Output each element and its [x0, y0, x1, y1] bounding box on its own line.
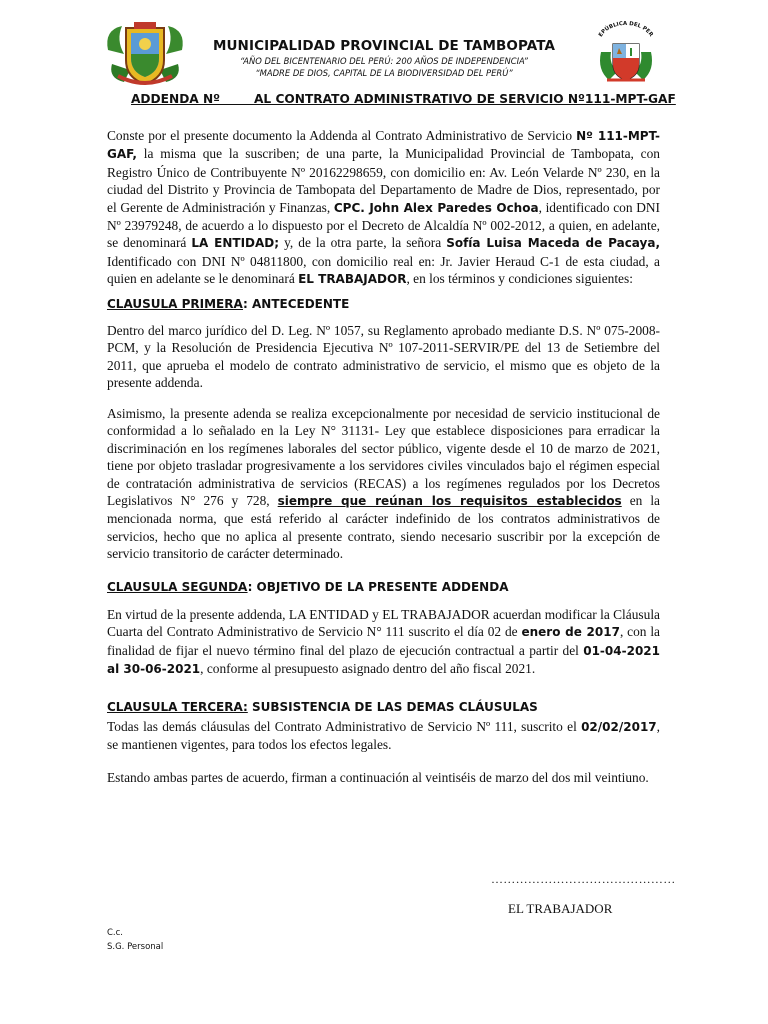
document-heading: ADDENDA Nº AL CONTRATO ADMINISTRATIVO DE SERVICIO Nº111-MPT-GAF — [131, 92, 676, 106]
seal-text: EPÚBLICA DEL PER — [597, 20, 654, 39]
copy-recipient: S.G. Personal — [107, 942, 164, 952]
clause-two-title: CLAUSULA SEGUNDA: OBJETIVO DE LA PRESENTE ADDENDA — [107, 580, 509, 594]
copy-label: C.c. — [107, 928, 124, 938]
signature-label: EL TRABAJADOR — [508, 901, 613, 916]
intro-paragraph: Conste por el presente documento la Addenda al Contrato Administrativo de Servicio Nº 111-MPT-GAF, la misma que la suscriben; de una parte, la Municipalidad Provincial de Tambopata, con Registro Único de Contribuyente Nº 20162298659, con domicilio en: Av. León Velarde Nº 230, en la ciudad del Distrito y Provincia de Tambopata del Departamento de Madre de Dios, representado, por el Gerente de Administración y Finanzas, CPC. John Alex Paredes Ochoa, identificado con DNI Nº 23979248, de acuerdo a lo dispuesto por el Decreto de Alcaldía Nº 002-2012, a quien, en adelante, se denominará LA ENTIDAD; y, de la otra parte, la señora Sofía Luisa Maceda de Pacaya, Identificado con DNI Nº 04811800, con domicilio real en: Jr. Javier Heraud C-1 de esta ciudad, a quien en adelante se le denominará EL TRABAJADOR, en los términos y condiciones siguientes: — [107, 128, 661, 287]
subsistence-paragraph: Todas las demás cláusulas del Contrato Administrativo de Servicio Nº 111, suscrito el 02/02/2017, se mantienen vigentes, para todos los efectos legales. — [107, 719, 660, 753]
legal-framework-paragraph: Dentro del marco jurídico del D. Leg. Nº 1057, su Reglamento aprobado mediante D.S. Nº 075-2008-PCM, y la Resolución de Presidencia Ejecutiva Nº 107-2011-SERVIR/PE del 13 de Setiembre del 2011, que aprueba el modelo de contrato administrativo de servicio, el mismo que es objeto de la presente addenda. — [107, 323, 660, 391]
agreement-paragraph: Estando ambas partes de acuerdo, firman a continuación al veintiséis de marzo del dos mil veintiuno. — [107, 770, 649, 785]
municipality-title: MUNICIPALIDAD PROVINCIAL DE TAMBOPATA — [212, 38, 556, 54]
clause-one-title: CLAUSULA PRIMERA: ANTECEDENTE — [107, 297, 350, 311]
region-motto: “MADRE DE DIOS, CAPITAL DE LA BIODIVERSIDAD DEL PERÚ” — [255, 68, 513, 78]
clause-three-title: CLAUSULA TERCERA: SUBSISTENCIA DE LAS DEMAS CLÁUSULAS — [107, 700, 538, 714]
signature-line: ……………………………………… — [491, 872, 676, 886]
exception-paragraph: Asimismo, la presente adenda se realiza excepcionalmente por necesidad de servicio institucional de conformidad a lo señalado en la Ley N° 31131- Ley que establece disposiciones para erradicar la discriminación en los regímenes laborales del sector público, vigente desde el 10 de marzo de 2021, tiene por objeto trasladar progresivamente a los servidores civiles vinculados bajo el régimen especial de contratación administrativa de servicios (RECAS) a los regímenes regulados por los Decretos Legislativos N° 276 y 728, siempre que reúnan los requisitos establecidos en la mencionada norma, que está referido al carácter indefinido de los contratos administrativos de servicios, hecho que no aplica al presente contrato, siendo necesario suscribir por la excepción de servicio transitorio de carácter determinado. — [107, 406, 660, 562]
objective-paragraph: En virtud de la presente addenda, LA ENTIDAD y EL TRABAJADOR acuerdan modificar la Cláusula Cuarta del Contrato Administrativo de Servicio N° 111 suscrito el día 02 de enero de 2017, con la finalidad de fijar el nuevo término final del plazo de ejecución contractual a partir del 01-04-2021 al 30-06-2021, conforme al presupuesto asignado dentro del año fiscal 2021. — [107, 607, 660, 677]
year-motto: “AÑO DEL BICENTENARIO DEL PERÚ: 200 AÑOS DE INDEPENDENCIA” — [239, 56, 529, 66]
